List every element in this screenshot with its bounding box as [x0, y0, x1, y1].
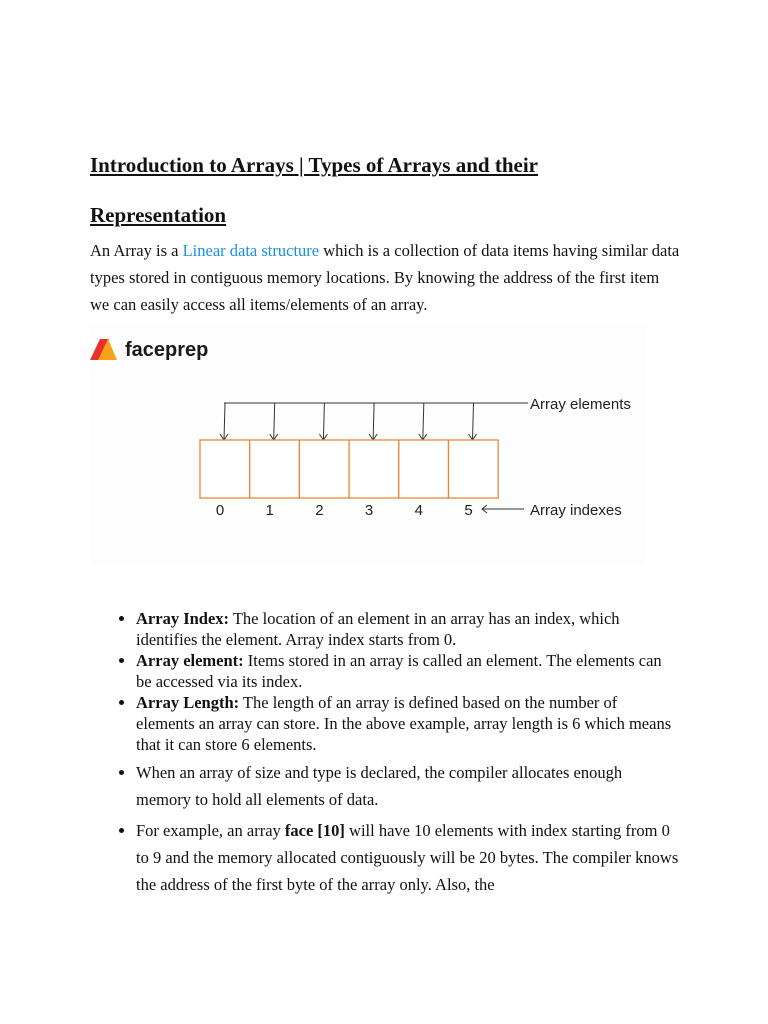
list-item: [136, 817, 680, 898]
array-cell: [449, 440, 499, 498]
intro-paragraph: [90, 237, 680, 318]
intro-text-start: An Array is a: [90, 241, 183, 260]
array-index-label: 3: [364, 502, 374, 519]
array-cells: [200, 440, 498, 498]
element-arrow-line: [274, 403, 275, 440]
list-item: [136, 692, 680, 755]
array-elements-label: Array elements: [530, 396, 631, 413]
list-item: [136, 650, 680, 692]
list-item-text: For example, an array: [136, 821, 285, 840]
list-item-text: will have 10 elements with index starting from 0 to 9 and the memory allocated contiguously will be 20 bytes. The compiler knows the address of the first byte of the array only. Also, the: [136, 821, 679, 894]
array-cell: [250, 440, 300, 498]
array-indexes-label: Array indexes: [530, 502, 622, 519]
list-item-term: Array element:: [136, 651, 244, 670]
linear-data-structure-link[interactable]: Linear data structure: [182, 241, 320, 260]
element-arrow-line: [423, 403, 424, 440]
list-item-text: The length of an array is defined based on the number of elements an array can store. In the above example, array length is 6 which means that it can store 6 elements.: [136, 693, 672, 754]
inline-code-term: face [10]: [284, 821, 345, 840]
list-item-text: When an array of size and type is declared, the compiler allocates enough memory to hold all elements of data.: [136, 763, 623, 809]
array-diagram: [90, 325, 646, 565]
array-index-label: 1: [265, 502, 274, 519]
array-index-labels: [216, 502, 473, 519]
array-index-label: 0: [215, 502, 225, 519]
page-title: Introduction to Arrays | Types of Arrays and their Representation: [90, 153, 538, 227]
list-item: [136, 608, 680, 650]
element-arrow-line: [224, 403, 225, 440]
array-index-label: 5: [464, 502, 473, 519]
array-cell: [200, 440, 250, 498]
list-item-text: Items stored in an array is called an element. The elements can be accessed via its index.: [136, 651, 662, 691]
array-cell: [349, 440, 399, 498]
element-arrow-line: [473, 403, 474, 440]
definitions-list: [90, 608, 680, 898]
array-cell: [299, 440, 349, 498]
list-item-term: Array Index:: [136, 609, 230, 628]
list-item-text: The location of an element in an array has an index, which identifies the element. Array index starts from 0.: [136, 609, 620, 649]
brand-name: faceprep: [125, 339, 209, 361]
element-arrow-line: [373, 403, 374, 440]
faceprep-logo-icon: [90, 339, 117, 360]
array-cell: [399, 440, 449, 498]
element-arrows: [220, 403, 477, 440]
list-item: [136, 759, 680, 813]
list-item-term: Array Length:: [136, 693, 240, 712]
array-diagram-svg: [90, 325, 646, 565]
array-index-label: 4: [414, 502, 423, 519]
array-index-label: 2: [315, 502, 324, 519]
intro-text-end: which is a collection of data items having similar data types stored in contiguous memory locations. By knowing the address of the first item we can easily access all items/elements of an array.: [90, 241, 680, 314]
element-arrow-line: [323, 403, 324, 440]
